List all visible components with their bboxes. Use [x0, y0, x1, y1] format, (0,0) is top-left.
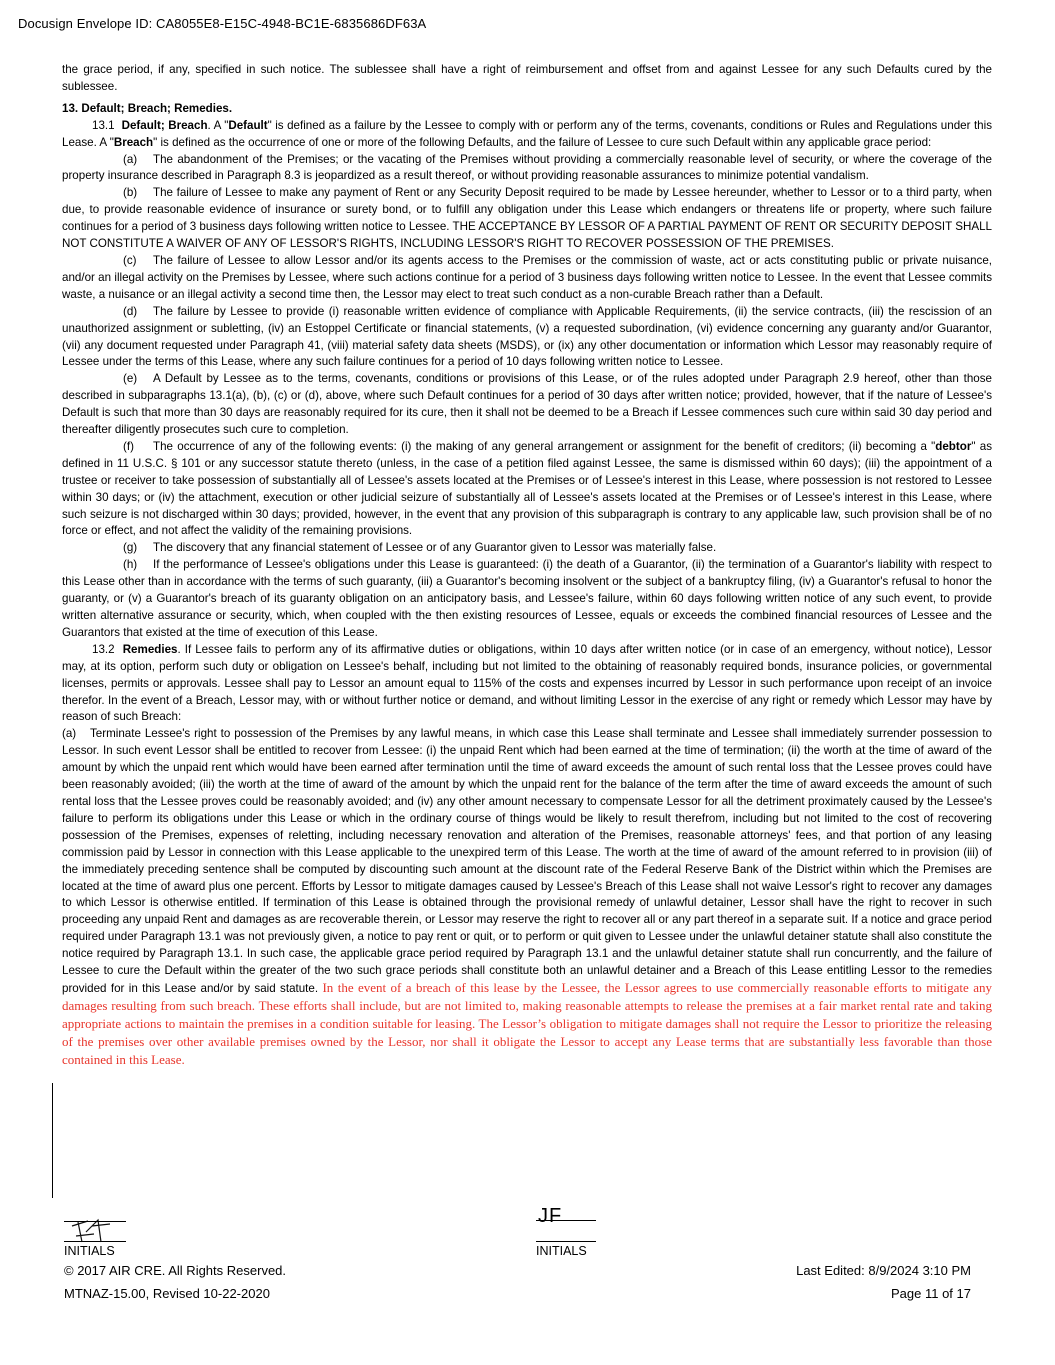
footer-page-number: Page 11 of 17 [891, 1286, 971, 1301]
item-d [62, 304, 992, 372]
item-text: The abandonment of the Premises; or the vacating of the Premises without providing a commercially reasonable level of security, or where the coverage of the property insurance described in Paragraph 8.3 is jeopardized as a result thereof, or without providing reasonable assurances to minimize potential vandalism. [62, 152, 992, 183]
item-label: (g) [123, 541, 138, 555]
item-a [62, 152, 992, 186]
item-text: The failure of Lessee to make any payment of Rent or any Security Deposit required to be made by Lessee hereunder, whether to Lessor or to a third party, when due, to provide reasonable evidence of insurance or surety bond, or to fulfill any obligation under this Lease which endangers or threatens life or property, where such failure continues for a period of 3 business days following written notice to Lessee. THE ACCEPTANCE BY LESSOR OF A PARTIAL PAYMENT OF RENT OR SECURITY DEPOSIT SHALL NOT CONSTITUTE A WAIVER OF ANY OF LESSOR'S RIGHTS, INCLUDING LESSOR'S RIGHT TO RECOVER POSSESSION OF THE PREMISES. [62, 186, 992, 251]
section-13-1-title: Default; Breach [121, 118, 208, 132]
section-13-heading: 13. Default; Breach; Remedies. [62, 101, 233, 115]
item-h [62, 557, 992, 642]
default-term: Default [228, 118, 268, 132]
remedy-a-paragraph [62, 726, 992, 1069]
remedy-text: Terminate Lessee's right to possession of the Premises by any lawful means, in which case this Lease shall terminate and Lessee shall immediately surrender possession to Lessor. In such event Lessor shall be entitled to recover from Lessee: (i) the unpaid Rent which had been earned at the time of termination; (ii) the worth at the time of award of the amount by which the unpaid rent which would have been earned after termination until the time of award exceeds the amount of such rental loss that the Lessee proves could have been reasonably avoided; (iii) the worth at the time of award of the amount by which the unpaid rent for the balance of the term after the time of award exceeds the amount of such rental loss that the Lessee proves could be reasonably avoided; and (iv) any other amount necessary to compensate Lessor for all the detriment proximately caused by the Lessee's failure to perform its obligations under this Lease or which in the ordinary course of things would be likely to result therefrom, including but not limited to the cost of recovering possession of the Premises, expenses of reletting, including necessary renovation and alteration of the Premises, reasonable attorneys' fees, and that portion of any leasing commission paid by Lessor in connection with this Lease applicable to the unexpired term of this Lease. The worth at the time of award of the amount referred to in provision (iii) of the immediately preceding sentence shall be computed by discounting such amount at the discount rate of the Federal Reserve Bank of the District within which the Premises are located at the time of award plus one percent. Efforts by Lessor to mitigate damages caused by Lessee's Breach of this Lease shall not waive Lessor's right to recover any damages to which Lessor is otherwise entitled. If termination of this Lease is obtained through the provisional remedy of unlawful detainer, Lessor shall have the right to recover in such proceeding any unpaid Rent and damages as are recoverable therein, or Lessor may reserve the right to recover all or any part thereof in a separate suit. If a notice and grace period required under Paragraph 13.1 was not previously given, a notice to pay rent or quit, or to perform or quit given to Lessee under the unlawful detainer statute shall also constitute the notice required by Paragraph 13.1. In such case, the applicable grace period required by Paragraph 13.1 and the unlawful detainer statute shall run concurrently, and the failure of Lessee to cure the Default within the greater of the two such grace periods shall constitute both an unlawful detainer and a Breach of this Lease entitling Lessor to the remedies provided for in this Lease and/or by said statute. [62, 727, 992, 995]
footer-form-number: MTNAZ-15.00, Revised 10-22-2020 [64, 1286, 270, 1301]
item-label: (a) [123, 152, 138, 166]
left-initials-label: INITIALS [64, 1244, 115, 1258]
item-text-pre: The occurrence of any of the following events: (i) the making of any general arrangement or assignment for the benefit of creditors; (ii) becoming a " [153, 439, 936, 453]
section-13-2-text: . If Lessee fails to perform any of its affirmative duties or obligations, within 10 days after written notice (or in case of an emergency, without notice), Lessor may, at its option, perform such duty or obligation on Lessee's behalf, including but not limited to the obtaining of reasonably required bonds, insurance policies, or governmental licenses, permits or approvals. Lessee shall pay to Lessor an amount equal to 115% of the costs and expenses incurred by Lessor in such performance upon receipt of an invoice therefor. In the event of a Breach, Lessor may, with or without further notice or demand, and without limiting Lessor in the exercise of any right or remedy which Lessor may have by reason of such Breach: [62, 642, 992, 724]
section-13-1-text-2: " is defined as a failure by the Lessee to comply with or perform any of the terms, covenants, conditions or Rules and Regulations under this Lease. A " [62, 118, 992, 149]
section-13-1-paragraph [62, 118, 992, 152]
item-label: (e) [123, 372, 138, 386]
item-c [62, 253, 992, 304]
debtor-term: debtor [935, 439, 972, 453]
envelope-id: Docusign Envelope ID: CA8055E8-E15C-4948-BC1E-6835686DF63A [18, 16, 427, 31]
item-label: (d) [123, 304, 138, 318]
item-text: " as defined in 11 U.S.C. § 101 or any successor statute thereto (unless, in the case of a petition filed against Lessee, the same is dismissed within 60 days); (iii) the appointment of a trustee or receiver to take possession of substantially all of Lessee's assets located at the Premises or of Lessee's interest in this Lease, where possession is not restored to Lessee within 30 days; or (iv) the attachment, execution or other judicial seizure of substantially all of Lessee's assets located at the Premises or of Lessee's interest in this Lease, where such seizure is not discharged within 30 days; provided, however, in the event that any provision of this subparagraph is contrary to any applicable law, such provision shall be of no force or effect, and not affect the validity of the remaining provisions. [62, 439, 992, 538]
section-13-2-paragraph [62, 642, 992, 727]
left-initials-line-top [64, 1221, 126, 1222]
item-label: (f) [123, 439, 134, 453]
item-text: The failure of Lessee to allow Lessor and/or its agents access to the Premises or the commission of waste, act or acts constituting public or private nuisance, and/or an illegal activity on the Premises by Lessee, where such actions continue for a period of 3 business days following written notice to Lessee. In the event that Lessee commits waste, a nuisance or an illegal activity a second time then, the Lessor may elect to treat such conduct as a non-curable Breach rather than a Default. [62, 253, 992, 301]
inserted-mitigation-clause: In the event of a breach of this lease by the Lessee, the Lessor agrees to use commercially reasonable efforts to mitigate any damages resulting from such breach. These efforts shall include, but are not limited to, making reasonable attempts to release the premises at a fair market rental rate and taking appropriate actions to maintain the premises in a condition suitable for leasing. The Lessor’s obligation to mitigate damages shall not require the Lessor to prioritize the releasing of the premises over other available premises owned by the Lessor, nor shall it obligate the Lessor to accept any Lease terms that are substantially less favorable than those contained in this Lease. [62, 979, 992, 1067]
revision-change-bar [52, 1083, 53, 1198]
breach-term: Breach [113, 135, 154, 149]
right-initials-label: INITIALS [536, 1244, 587, 1258]
left-initials-line [64, 1241, 126, 1242]
section-13-2-number: 13.2 [92, 642, 115, 656]
remedy-label: (a) [62, 727, 77, 741]
item-label: (h) [123, 558, 138, 572]
item-e [62, 371, 992, 439]
item-text: The discovery that any financial statement of Lessee or of any Guarantor given to Lessor was materially false. [153, 541, 717, 555]
item-g [62, 540, 992, 557]
right-initials-mark: JF [538, 1205, 563, 1227]
section-13-1-number: 13.1 [92, 118, 115, 132]
right-initials-line [536, 1241, 596, 1242]
section-13-1-text-3: " is defined as the occurrence of one or more of the following Defaults, and the failure of Lessee to cure such Default within any applicable grace period: [153, 135, 932, 149]
item-text: A Default by Lessee as to the terms, covenants, conditions or provisions of this Lease, or of the rules adopted under Paragraph 2.9 hereof, other than those described in subparagraphs 13.1(a), (b), (c) or (d), above, where such Default continues for a period of 30 days after written notice; provided, however, that if the nature of Lessee's Default is such that more than 30 days are reasonably required for its cure, then it shall not be deemed to be a Breach if Lessee commences such cure within said 30 day period and thereafter diligently prosecutes such cure to completion. [62, 372, 992, 437]
item-b [62, 185, 992, 253]
document-body [62, 62, 992, 1069]
footer-copyright: © 2017 AIR CRE. All Rights Reserved. [64, 1263, 287, 1278]
section-13-1-text-1: . A " [207, 118, 229, 132]
item-label: (b) [123, 186, 138, 200]
footer-last-edited: Last Edited: 8/9/2024 3:10 PM [796, 1263, 971, 1278]
item-f [62, 439, 992, 540]
intro-paragraph: the grace period, if any, specified in such notice. The sublessee shall have a right of reimbursement and offset from and against Lessee for any such Defaults cured by the sublessee. [62, 63, 992, 93]
item-text: The failure by Lessee to provide (i) reasonable written evidence of compliance with Applicable Requirements, (ii) the service contracts, (iii) the rescission of an unauthorized assignment or subletting, (iv) an Estoppel Certificate or financial statements, (v) a requested subordination, (vi) evidence concerning any guaranty and/or Guarantor, (vii) any document requested under Paragraph 41, (viii) material safety data sheets (MSDS), or (ix) any other documentation or information which Lessor may reasonably require of Lessee under the terms of this Lease, where any such failure continues for a period of 10 days following written notice to Lessee. [62, 304, 992, 369]
right-initials-strike [536, 1220, 596, 1221]
section-13-2-title: Remedies [122, 642, 178, 656]
item-label: (c) [123, 253, 137, 267]
item-text: If the performance of Lessee's obligations under this Lease is guaranteed: (i) the death of a Guarantor, (ii) the termination of a Guarantor's liability with respect to this Lease other than in accordance with the terms of such guaranty, (iii) a Guarantor's becoming insolvent or the subject of a bankruptcy filing, (iv) a Guarantor's refusal to honor the guaranty, or (v) a Guarantor's breach of its guaranty obligation on an anticipatory basis, and Lessee's failure, within 60 days following written notice of any such event, to provide written alternative assurance or security, which, when coupled with the then existing resources of Lessee, equals or exceeds the combined financial resources of Lessee and the Guarantors that existed at the time of execution of this Lease. [62, 558, 992, 639]
